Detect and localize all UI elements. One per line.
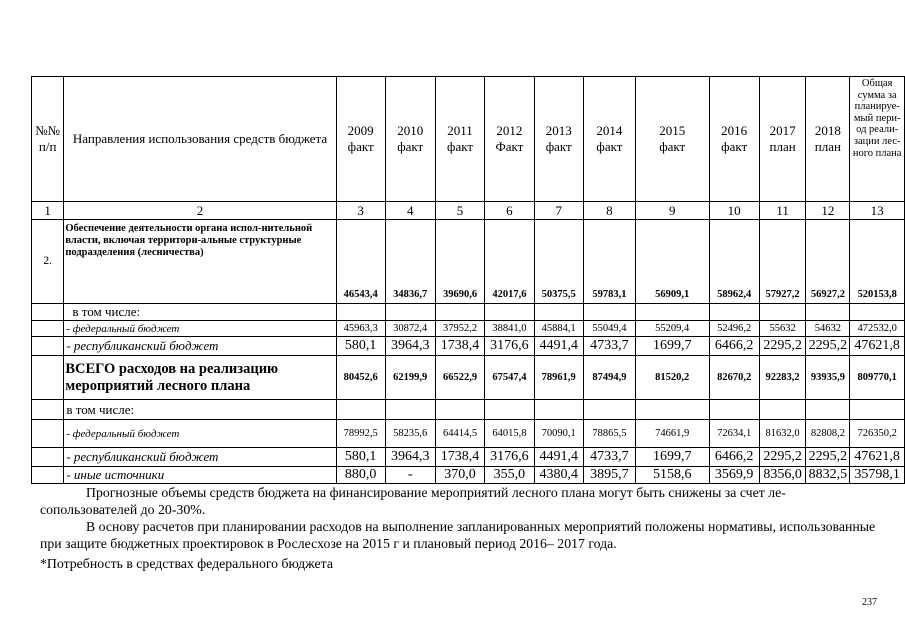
value-cell <box>534 304 583 321</box>
value-cell: 4733,7 <box>583 448 635 467</box>
value-cell: 87494,9 <box>583 356 635 400</box>
value-cell: 370,0 <box>435 467 484 484</box>
value-cell: 4380,4 <box>534 467 583 484</box>
value-cell: 56927,2 <box>806 220 850 304</box>
value-cell: 72634,1 <box>709 420 759 448</box>
row-num: 2. <box>32 220 64 304</box>
value-cell: 4733,7 <box>583 337 635 356</box>
value-cell: 6466,2 <box>709 337 759 356</box>
value-cell: 355,0 <box>485 467 534 484</box>
value-cell: 1699,7 <box>635 337 709 356</box>
col-number: 5 <box>435 202 484 220</box>
row-other-sources <box>32 467 905 484</box>
value-cell: 78865,5 <box>583 420 635 448</box>
row-num <box>32 420 64 448</box>
value-cell: 52496,2 <box>709 321 759 337</box>
value-cell: 66522,9 <box>435 356 484 400</box>
col-number: 7 <box>534 202 583 220</box>
value-cell: 57927,2 <box>759 220 806 304</box>
value-cell <box>759 400 806 420</box>
value-cell: 3176,6 <box>485 337 534 356</box>
col-number: 3 <box>336 202 385 220</box>
value-cell <box>850 304 905 321</box>
value-cell <box>583 304 635 321</box>
value-cell: 55209,4 <box>635 321 709 337</box>
value-cell: 34836,7 <box>385 220 435 304</box>
row-num <box>32 304 64 321</box>
row-total <box>32 356 905 400</box>
value-cell: 2295,2 <box>759 337 806 356</box>
value-cell: 47621,8 <box>850 448 905 467</box>
value-cell: 4491,4 <box>534 448 583 467</box>
header-year-2012: 2012 Факт <box>485 77 534 202</box>
value-cell <box>435 304 484 321</box>
paragraph-forecast: Прогнозные объемы средств бюджета на финансирование мероприятий лесного плана могут быть снижены за счет ле-сопользователей до 20-30%. <box>40 485 786 517</box>
value-cell: 2295,2 <box>806 448 850 467</box>
value-cell: 58235,6 <box>385 420 435 448</box>
value-cell <box>583 400 635 420</box>
value-cell: 809770,1 <box>850 356 905 400</box>
page-number: 237 <box>862 597 877 608</box>
value-cell: 62199,9 <box>385 356 435 400</box>
value-cell: 93935,9 <box>806 356 850 400</box>
budget-table <box>31 76 905 484</box>
value-cell: 45963,3 <box>336 321 385 337</box>
value-cell: 64015,8 <box>485 420 534 448</box>
value-cell: 1738,4 <box>435 448 484 467</box>
value-cell: 42017,6 <box>485 220 534 304</box>
row-num <box>32 448 64 467</box>
value-cell: 3964,3 <box>385 448 435 467</box>
value-cell: 80452,6 <box>336 356 385 400</box>
header-num: №№ п/п <box>32 77 64 202</box>
value-cell: 5158,6 <box>635 467 709 484</box>
value-cell: 3176,6 <box>485 448 534 467</box>
value-cell: 3964,3 <box>385 337 435 356</box>
row-label: Обеспечение деятельности органа испол-нительной власти, включая территори-альные структурные подразделения (лесничества) <box>64 220 336 304</box>
value-cell: 1738,4 <box>435 337 484 356</box>
value-cell: 580,1 <box>336 337 385 356</box>
value-cell: 3569,9 <box>709 467 759 484</box>
value-cell: 54632 <box>806 321 850 337</box>
row-num <box>32 356 64 400</box>
value-cell: 1699,7 <box>635 448 709 467</box>
value-cell: 3895,7 <box>583 467 635 484</box>
value-cell <box>435 400 484 420</box>
column-number-row <box>32 202 905 220</box>
value-cell: 2295,2 <box>806 337 850 356</box>
value-cell: 50375,5 <box>534 220 583 304</box>
value-cell: 520153,8 <box>850 220 905 304</box>
value-cell: 82670,2 <box>709 356 759 400</box>
header-year-2011: 2011 факт <box>435 77 484 202</box>
value-cell: 880,0 <box>336 467 385 484</box>
footnote: *Потребность в средствах федерального бюджета <box>40 556 333 571</box>
row-republic-2 <box>32 448 905 467</box>
value-cell <box>850 400 905 420</box>
row-republic-1 <box>32 337 905 356</box>
header-year-2017: 2017 план <box>759 77 806 202</box>
header-year-2010: 2010 факт <box>385 77 435 202</box>
value-cell: 55049,4 <box>583 321 635 337</box>
value-cell: 78961,9 <box>534 356 583 400</box>
value-cell: 56909,1 <box>635 220 709 304</box>
value-cell: 8356,0 <box>759 467 806 484</box>
row-label: - федеральный бюджет <box>64 420 336 448</box>
value-cell: 45884,1 <box>534 321 583 337</box>
row-agency-support <box>32 220 905 304</box>
value-cell: 4491,4 <box>534 337 583 356</box>
header-year-2018: 2018 план <box>806 77 850 202</box>
value-cell: 6466,2 <box>709 448 759 467</box>
value-cell <box>709 304 759 321</box>
header-total: Общая сумма за планируе-мый пери-од реали-зации лес-ного плана <box>850 77 905 202</box>
col-number: 6 <box>485 202 534 220</box>
value-cell: 58962,4 <box>709 220 759 304</box>
value-cell: 78992,5 <box>336 420 385 448</box>
value-cell: 726350,2 <box>850 420 905 448</box>
value-cell: - <box>385 467 435 484</box>
value-cell: 46543,4 <box>336 220 385 304</box>
row-label: ВСЕГО расходов на реализацию мероприятий лесного плана <box>64 356 336 400</box>
value-cell <box>336 304 385 321</box>
header-year-2009: 2009 факт <box>336 77 385 202</box>
value-cell <box>806 304 850 321</box>
col-number: 10 <box>709 202 759 220</box>
header-row <box>32 77 905 202</box>
header-year-2013: 2013 факт <box>534 77 583 202</box>
header-year-2014: 2014 факт <box>583 77 635 202</box>
value-cell: 580,1 <box>336 448 385 467</box>
value-cell <box>806 400 850 420</box>
row-federal-2 <box>32 420 905 448</box>
value-cell: 64414,5 <box>435 420 484 448</box>
value-cell <box>759 304 806 321</box>
col-number: 13 <box>850 202 905 220</box>
value-cell <box>534 400 583 420</box>
col-number: 2 <box>64 202 336 220</box>
row-label: - республиканский бюджет <box>64 337 336 356</box>
col-number: 9 <box>635 202 709 220</box>
value-cell: 39690,6 <box>435 220 484 304</box>
col-number: 12 <box>806 202 850 220</box>
header-direction: Направления использования средств бюджета <box>64 77 336 202</box>
value-cell: 30872,4 <box>385 321 435 337</box>
row-num <box>32 321 64 337</box>
row-label: - федеральный бюджет <box>64 321 336 337</box>
value-cell: 472532,0 <box>850 321 905 337</box>
row-label: в том числе: <box>64 304 336 321</box>
row-federal-1 <box>32 321 905 337</box>
value-cell: 38841,0 <box>485 321 534 337</box>
value-cell: 2295,2 <box>759 448 806 467</box>
value-cell <box>635 400 709 420</box>
row-label: - республиканский бюджет <box>64 448 336 467</box>
row-num <box>32 400 64 420</box>
value-cell: 82808,2 <box>806 420 850 448</box>
col-number: 1 <box>32 202 64 220</box>
value-cell: 35798,1 <box>850 467 905 484</box>
value-cell: 55632 <box>759 321 806 337</box>
row-label: в том числе: <box>64 400 336 420</box>
value-cell: 37952,2 <box>435 321 484 337</box>
row-num <box>32 337 64 356</box>
col-number: 4 <box>385 202 435 220</box>
row-num <box>32 467 64 484</box>
row-including-2 <box>32 400 905 420</box>
value-cell: 74661,9 <box>635 420 709 448</box>
value-cell <box>635 304 709 321</box>
paragraph-basis: В основу расчетов при планировании расходов на выполнение запланированных мероприятий положены нормативы, использованные при защите бюджетных проектировок в Рослесхозе на 2015 г и плановый период 2016– 2017 года. <box>40 519 876 551</box>
col-number: 11 <box>759 202 806 220</box>
value-cell: 8832,5 <box>806 467 850 484</box>
value-cell <box>485 304 534 321</box>
value-cell <box>485 400 534 420</box>
col-number: 8 <box>583 202 635 220</box>
value-cell: 59783,1 <box>583 220 635 304</box>
value-cell: 47621,8 <box>850 337 905 356</box>
value-cell: 81632,0 <box>759 420 806 448</box>
value-cell: 92283,2 <box>759 356 806 400</box>
row-label: - иные источники <box>64 467 336 484</box>
value-cell: 70090,1 <box>534 420 583 448</box>
value-cell <box>385 304 435 321</box>
value-cell <box>709 400 759 420</box>
value-cell: 81520,2 <box>635 356 709 400</box>
value-cell: 67547,4 <box>485 356 534 400</box>
header-year-2016: 2016 факт <box>709 77 759 202</box>
value-cell <box>336 400 385 420</box>
header-year-2015: 2015 факт <box>635 77 709 202</box>
row-including-1 <box>32 304 905 321</box>
value-cell <box>385 400 435 420</box>
